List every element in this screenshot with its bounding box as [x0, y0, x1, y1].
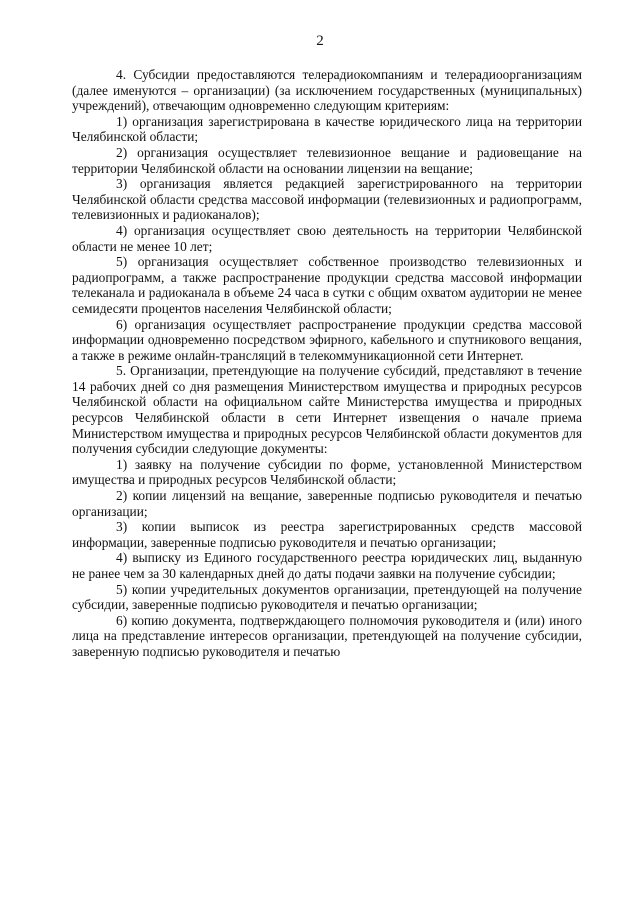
document-list-item: 4) выписку из Единого государственного реестра юридических лиц, выданную не ранее чем за 30 календарных дней до даты подачи заявки на получение субсидии; — [72, 550, 582, 581]
document-list-item: 5) копии учредительных документов организации, претендующей на получение субсидии, заверенные подписью руководителя и печатью организации; — [72, 581, 582, 613]
document-list-item: 1) заявку на получение субсидии по форме, установленной Министерством имущества и природных ресурсов Челябинской области; — [72, 456, 582, 488]
paragraph-subsidy-recipients: 4. Субсидии предоставляются телерадиокомпаниям и телерадиоорганизациям (далее именуются – организации) (за исключением государственных (муниципальных) учреждений), отвечающим одновременно следующим критериям: — [72, 67, 582, 114]
page-number: 2 — [316, 33, 324, 49]
criterion-item: 6) организация осуществляет распространение продукции средства массовой информации одновременно посредством эфирного, кабельного и спутникового вещания, а также в режиме онлайн-трансляций в телекоммуникационной сети Интернет. — [72, 316, 582, 363]
criterion-item: 3) организация является редакцией зарегистрированного на территории Челябинской области средства массовой информации (телевизионных и радиопрограмм, телевизионных и радиоканалов); — [72, 176, 582, 223]
document-body — [72, 67, 582, 660]
document-list-item: 2) копии лицензий на вещание, заверенные подписью руководителя и печатью организации; — [72, 488, 582, 519]
document-list-item: 3) копии выписок из реестра зарегистрированных средств массовой информации, заверенные подписью руководителя и печатью организации; — [72, 519, 582, 550]
criterion-item: 4) организация осуществляет свою деятельность на территории Челябинской области не менее 10 лет; — [72, 222, 582, 254]
criterion-item: 2) организация осуществляет телевизионное вещание и радиовещание на территории Челябинской области на основании лицензии на вещание; — [72, 144, 582, 176]
document-list-item: 6) копию документа, подтверждающего полномочия руководителя и (или) иного лица на представление интересов организации, претендующей на получение субсидии, заверенную подписью руководителя и печатью — [72, 612, 582, 659]
criterion-item: 5) организация осуществляет собственное производство телевизионных и радиопрограмм, а также распространение продукции средства массовой информации телеканала и радиоканала в объеме 24 часа в сутки с общим охватом аудитории не менее семидесяти процентов населения Челябинской области; — [72, 254, 582, 316]
criterion-item: 1) организация зарегистрирована в качестве юридического лица на территории Челябинской области; — [72, 113, 582, 145]
paragraph-required-documents: 5. Организации, претендующие на получение субсидий, представляют в течение 14 рабочих дней со дня размещения Министерством имущества и природных ресурсов Челябинской области на официальном сайте Министерства имущества и природных ресурсов Челябинской области в сети Интернет извещения о начале приема Министерством имущества и природных ресурсов Челябинской области документов для получения субсидии следующие документы: — [72, 363, 582, 457]
